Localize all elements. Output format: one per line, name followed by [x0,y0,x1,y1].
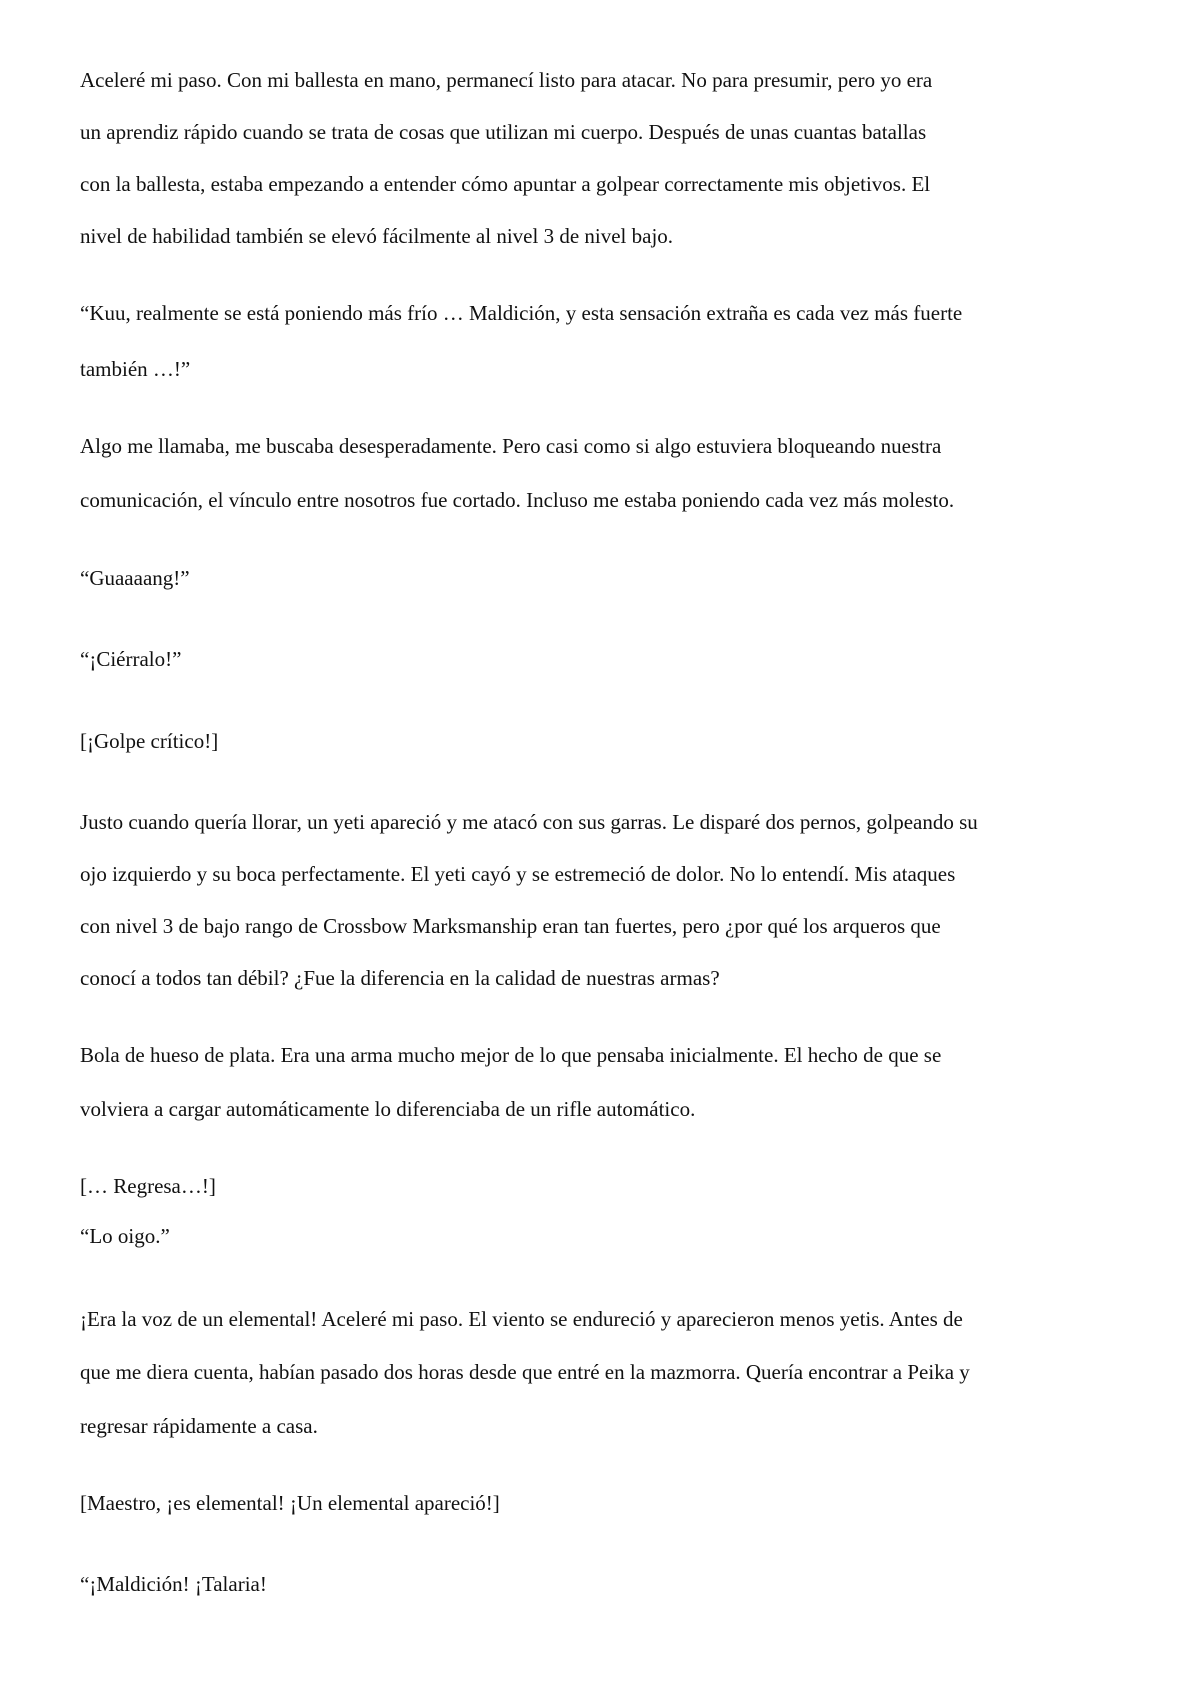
text-line: comunicación, el vínculo entre nosotros fue cortado. Incluso me estaba poniendo cada vez más molesto. [80,488,955,512]
text-line: “Kuu, realmente se está poniendo más frío … Maldición, y esta sensación extraña es cada vez más fuerte [80,301,963,325]
text-line: “¡Maldición! ¡Talaria! [80,1572,267,1596]
text-line: un aprendiz rápido cuando se trata de cosas que utilizan mi cuerpo. Después de unas cuantas batallas [80,120,927,144]
text-line: volviera a cargar automáticamente lo diferenciaba de un rifle automático. [80,1097,696,1121]
text-line: conocí a todos tan débil? ¿Fue la diferencia en la calidad de nuestras armas? [80,966,720,990]
text-line: [¡Golpe crítico!] [80,729,219,753]
text-line: [Maestro, ¡es elemental! ¡Un elemental apareció!] [80,1491,500,1515]
text-line: Bola de hueso de plata. Era una arma mucho mejor de lo que pensaba inicialmente. El hecho de que se [80,1043,942,1067]
text-line: “Lo oigo.” [80,1224,170,1248]
text-line: ¡Era la voz de un elemental! Aceleré mi paso. El viento se endureció y aparecieron menos yetis. Antes de [80,1307,963,1331]
text-line: con la ballesta, estaba empezando a entender cómo apuntar a golpear correctamente mis objetivos. El [80,172,931,196]
text-line: nivel de habilidad también se elevó fácilmente al nivel 3 de nivel bajo. [80,224,674,248]
text-line: ojo izquierdo y su boca perfectamente. El yeti cayó y se estremeció de dolor. No lo entendí. Mis ataques [80,862,956,886]
text-line: Aceleré mi paso. Con mi ballesta en mano, permanecí listo para atacar. No para presumir, pero yo era [80,68,933,92]
text-line: “Guaaaang!” [80,566,190,590]
text-line: Algo me llamaba, me buscaba desesperadamente. Pero casi como si algo estuviera bloqueando nuestra [80,434,942,458]
text-line: que me diera cuenta, habían pasado dos horas desde que entré en la mazmorra. Quería encontrar a Peika y [80,1360,970,1384]
text-line: [… Regresa…!] [80,1174,216,1198]
text-line: Justo cuando quería llorar, un yeti apareció y me atacó con sus garras. Le disparé dos pernos, golpeando su [80,810,978,834]
text-line: también …!” [80,357,191,381]
text-line: con nivel 3 de bajo rango de Crossbow Marksmanship eran tan fuertes, pero ¿por qué los arqueros que [80,914,941,938]
text-line: regresar rápidamente a casa. [80,1414,318,1438]
text-line: “¡Ciérralo!” [80,647,182,671]
